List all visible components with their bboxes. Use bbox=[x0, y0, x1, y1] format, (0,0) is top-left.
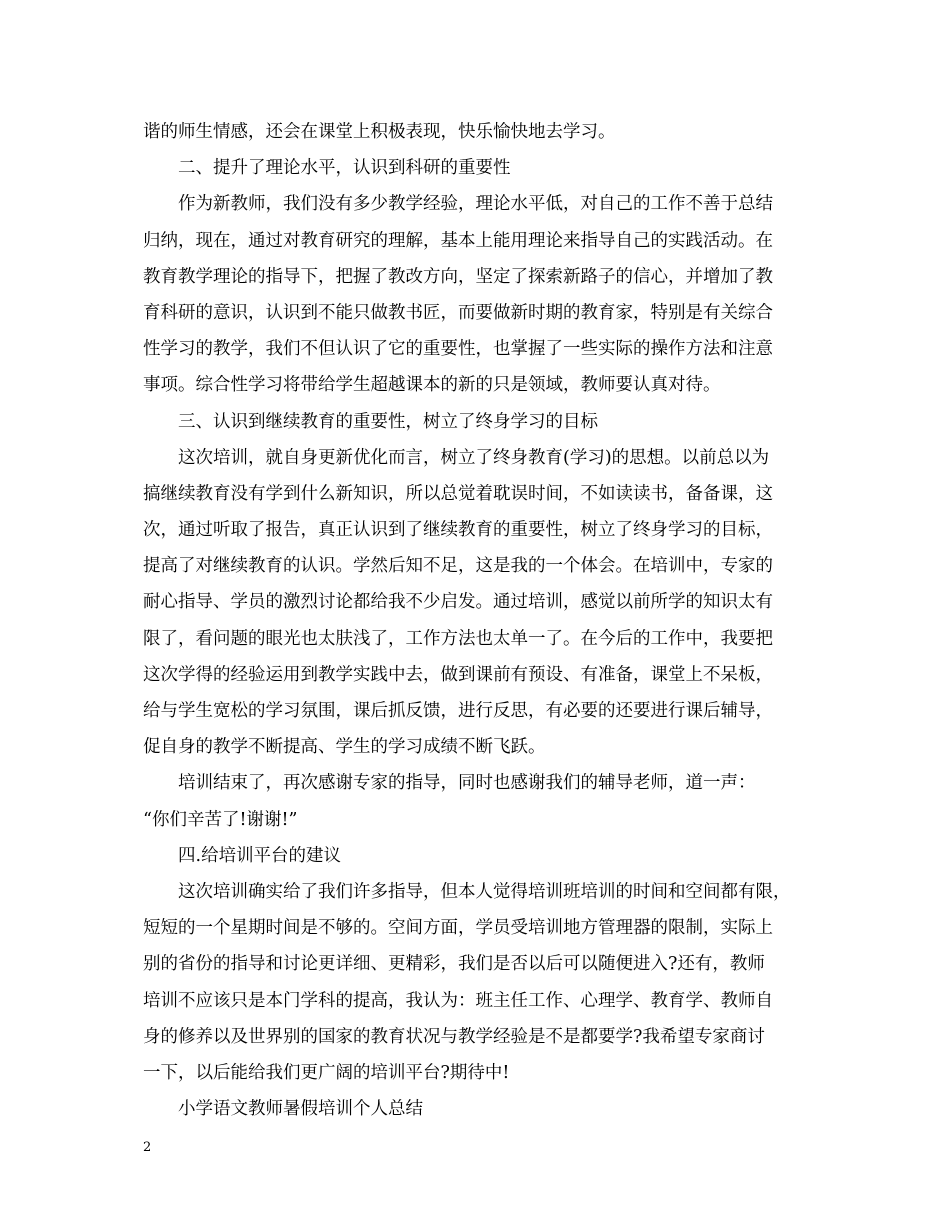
text-line: 教育教学理论的指导下，把握了教改方向，坚定了探索新路子的信心，并增加了教 bbox=[143, 266, 773, 287]
text-line: 耐心指导、学员的激烈讨论都给我不少启发。通过培训，感觉以前所学的知识太有 bbox=[143, 592, 773, 613]
text-line: 促自身的教学不断提高、学生的学习成绩不断飞跃。 bbox=[143, 737, 546, 758]
text-line: 性学习的教学，我们不但认识了它的重要性，也掌握了一些实际的操作方法和注意 bbox=[143, 339, 773, 360]
text-line: 提高了对继续教育的认识。学然后知不足，这是我的一个体会。在培训中，专家的 bbox=[143, 556, 773, 577]
text-line: 身的修养以及世界别的国家的教育状况与教学经验是不是都要学?我希望专家商讨 bbox=[143, 1026, 765, 1047]
text-line: 限了，看问题的眼光也太肤浅了，工作方法也太单一了。在今后的工作中，我要把 bbox=[143, 628, 773, 649]
document-title-line: 小学语文教师暑假培训个人总结 bbox=[178, 1099, 423, 1120]
text-line: “你们辛苦了!谢谢!” bbox=[143, 809, 298, 830]
text-line: 培训结束了，再次感谢专家的指导，同时也感谢我们的辅导老师，道一声： bbox=[178, 773, 756, 794]
text-line: 这次培训，就自身更新优化而言，树立了终身教育(学习)的思想。以前总以为 bbox=[178, 447, 770, 468]
text-line: 谐的师生情感，还会在课堂上积极表现，快乐愉快地去学习。 bbox=[143, 122, 616, 142]
text-line: 育科研的意识，认识到不能只做教书匠，而要做新时期的教育家，特别是有关综合 bbox=[143, 302, 773, 323]
text-line: 这次培训确实给了我们许多指导，但本人觉得培训班培训的时间和空间都有限， bbox=[178, 881, 791, 902]
text-line: 事项。综合性学习将带给学生超越课本的新的只是领域，教师要认真对待。 bbox=[143, 375, 721, 396]
section-heading: 三、认识到继续教育的重要性，树立了终身学习的目标 bbox=[178, 411, 598, 432]
text-line: 给与学生宽松的学习氛围，课后抓反馈，进行反思，有必要的还要进行课后辅导， bbox=[143, 701, 773, 721]
body-text bbox=[143, 114, 823, 1127]
text-line: 搞继续教育没有学到什么新知识，所以总觉着耽误时间，不如读读书，备备课，这 bbox=[143, 483, 773, 504]
section-heading: 二、提升了理论水平，认识到科研的重要性 bbox=[178, 158, 511, 179]
text-line: 一下，以后能给我们更广阔的培训平台?期待中! bbox=[143, 1062, 510, 1083]
text-line: 培训不应该只是本门学科的提高，我认为：班主任工作、心理学、教育学、教师自 bbox=[143, 990, 773, 1011]
page-number: 2 bbox=[143, 1140, 152, 1155]
text-line: 次，通过听取了报告，真正认识到了继续教育的重要性，树立了终身学习的目标， bbox=[143, 520, 773, 541]
text-line: 作为新教师，我们没有多少教学经验，理论水平低，对自己的工作不善于总结 bbox=[178, 194, 773, 215]
text-line: 别的省份的指导和讨论更详细、更精彩，我们是否以后可以随便进入?还有，教师 bbox=[143, 954, 765, 975]
section-heading: 四.给培训平台的建议 bbox=[178, 845, 342, 866]
text-line: 归纳，现在，通过对教育研究的理解，基本上能用理论来指导自己的实践活动。在 bbox=[143, 230, 773, 251]
text-line: 短短的一个星期时间是不够的。空间方面，学员受培训地方管理器的限制，实际上 bbox=[143, 918, 773, 939]
text-line: 这次学得的经验运用到教学实践中去，做到课前有预设、有准备，课堂上不呆板， bbox=[143, 664, 773, 685]
